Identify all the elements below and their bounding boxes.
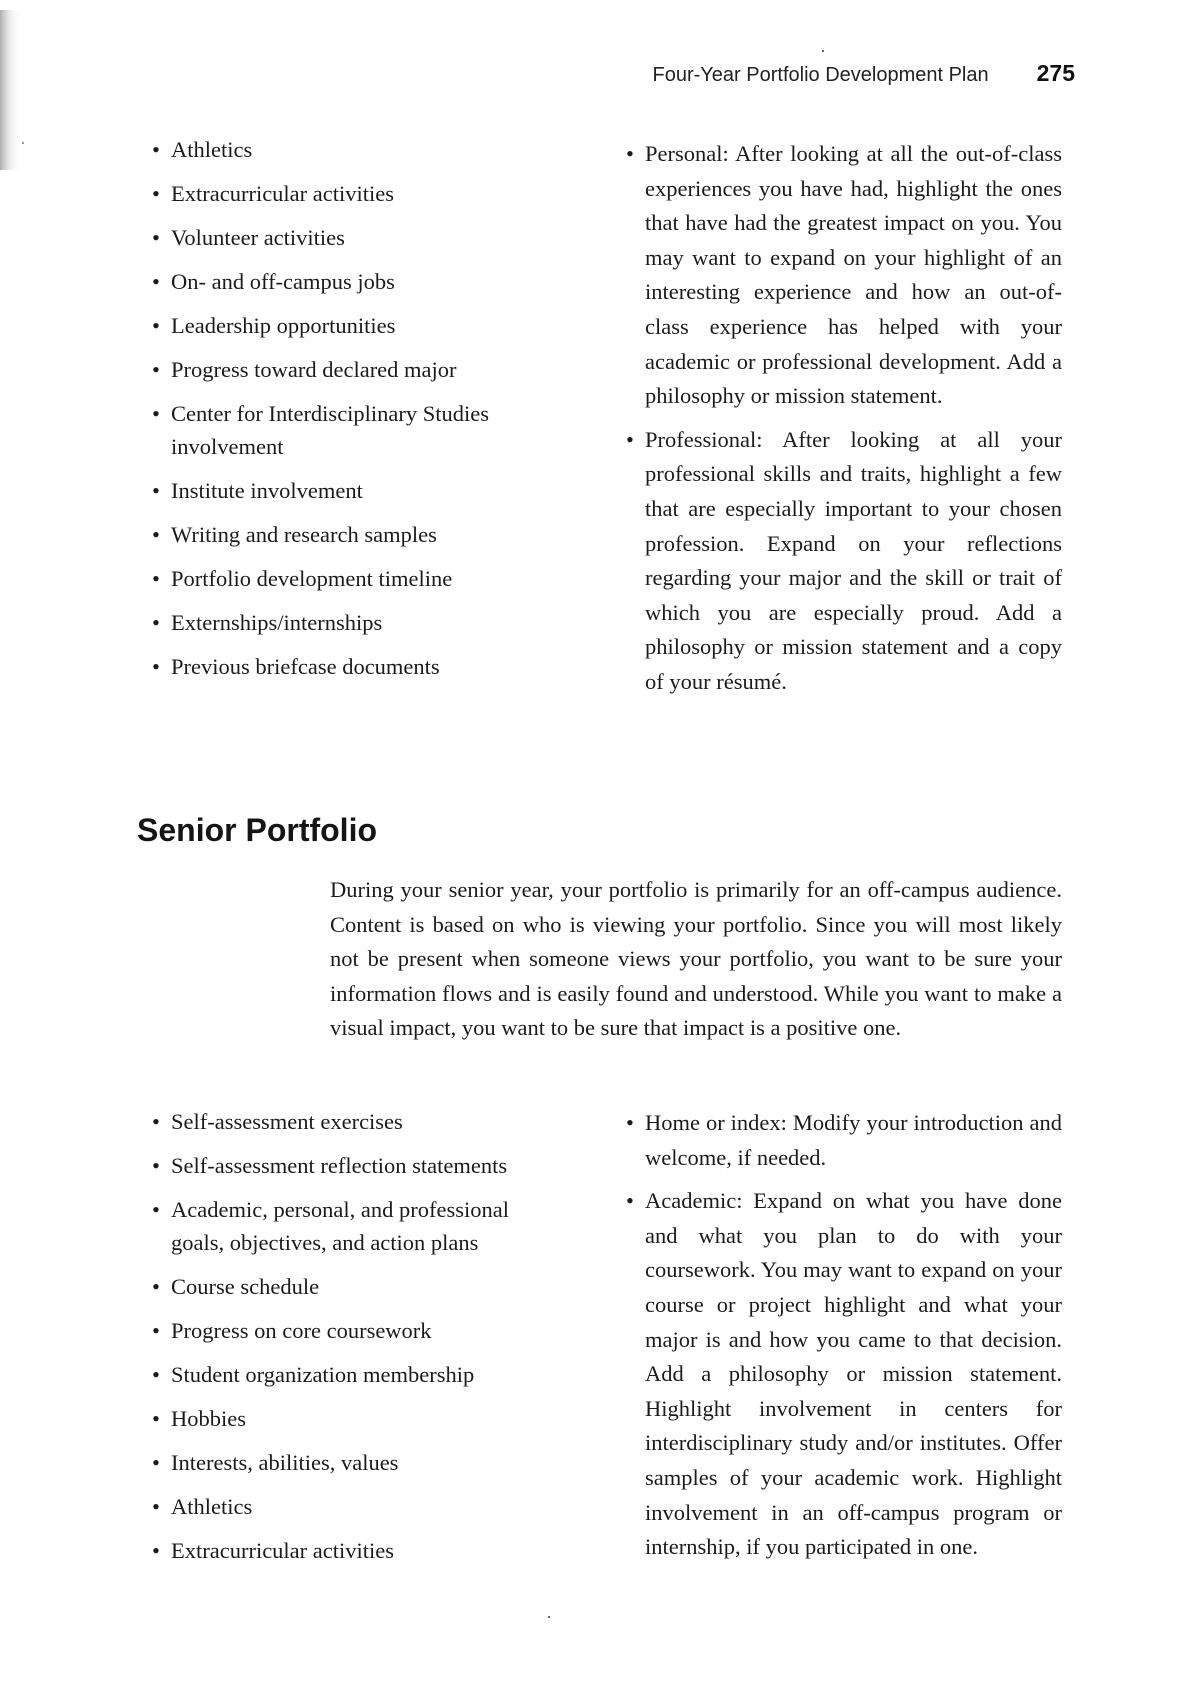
list-item: • Progress on core coursework (152, 1314, 582, 1347)
list-item-professional: • Professional: After looking at all your professional skills and traits, highlight a few that are especially important to your chosen profession. Expand on your reflections regarding your major and the skill or trait of which you are especially proud. Add a philosophy or mission statement and a copy of your résumé. (626, 423, 1062, 700)
list-item: • Writing and research samples (152, 518, 572, 551)
list-item: • Athletics (152, 133, 572, 166)
bottom-right-bullet-list (626, 1106, 1062, 1574)
page-number: 275 (1036, 60, 1075, 86)
list-item: • Volunteer activities (152, 221, 572, 254)
list-item: • Center for Interdisciplinary Studies involvement (152, 397, 531, 463)
list-item: • Student organization membership (152, 1358, 582, 1391)
list-item: • Leadership opportunities (152, 309, 572, 342)
list-item: • Extracurricular activities (152, 1534, 582, 1567)
running-head-title: Four-Year Portfolio Development Plan (652, 64, 989, 86)
list-item: • Hobbies (152, 1402, 582, 1435)
list-item-academic: • Academic: Expand on what you have done and what you plan to do with your coursework. You may want to expand on your course or project highlight and what your major is and how you came to that decision. Add a philosophy or mission statement. Highlight involvement in centers for interdisciplinary study and/or institutes. Offer samples of your academic work. Highlight involvement in an off-campus program or internship, if you participated in one. (626, 1184, 1062, 1565)
list-item: • Extracurricular activities (152, 177, 572, 210)
list-item: • Institute involvement (152, 474, 572, 507)
list-item: • Interests, abilities, values (152, 1446, 582, 1479)
list-item: • Portfolio development timeline (152, 562, 572, 595)
list-item: • Self-assessment exercises (152, 1105, 582, 1138)
running-header (653, 60, 1075, 87)
section-heading-senior-portfolio: Senior Portfolio (137, 812, 377, 848)
top-right-bullet-list (626, 137, 1062, 709)
list-item: • Academic, personal, and professional goals, objectives, and action plans (152, 1193, 551, 1259)
list-item: • Previous briefcase documents (152, 650, 572, 683)
list-item-personal: • Personal: After looking at all the out-of-class experiences you have had, highlight the ones that have had the greatest impact on you. You may want to expand on your highlight of an interesting experience and how an out-of-class experience has helped with your academic or professional development. Add a philosophy or mission statement. (626, 137, 1062, 414)
list-item: • On- and off-campus jobs (152, 265, 572, 298)
bottom-left-bullet-list (152, 1105, 582, 1578)
scan-edge-shadow (0, 10, 30, 170)
list-item: • Athletics (152, 1490, 582, 1523)
list-item: • Course schedule (152, 1270, 582, 1303)
list-item: • Progress toward declared major (152, 353, 572, 386)
list-item: • Self-assessment reflection statements (152, 1149, 582, 1182)
list-item: • Externships/internships (152, 606, 572, 639)
senior-intro-paragraph: During your senior year, your portfolio is primarily for an off-campus audience. Content is based on who is viewing your portfolio. Since you will most likely not be present when someone views your portfolio, you want to be sure your information flows and is easily found and understood. While you want to make a visual impact, you want to be sure that impact is a positive one. (330, 877, 1062, 1041)
scan-speck (22, 142, 24, 144)
top-left-bullet-list (152, 133, 572, 694)
scan-speck (822, 50, 824, 52)
scan-speck (548, 1616, 550, 1618)
list-item-home-index: • Home or index: Modify your introduction and welcome, if needed. (626, 1106, 1062, 1175)
